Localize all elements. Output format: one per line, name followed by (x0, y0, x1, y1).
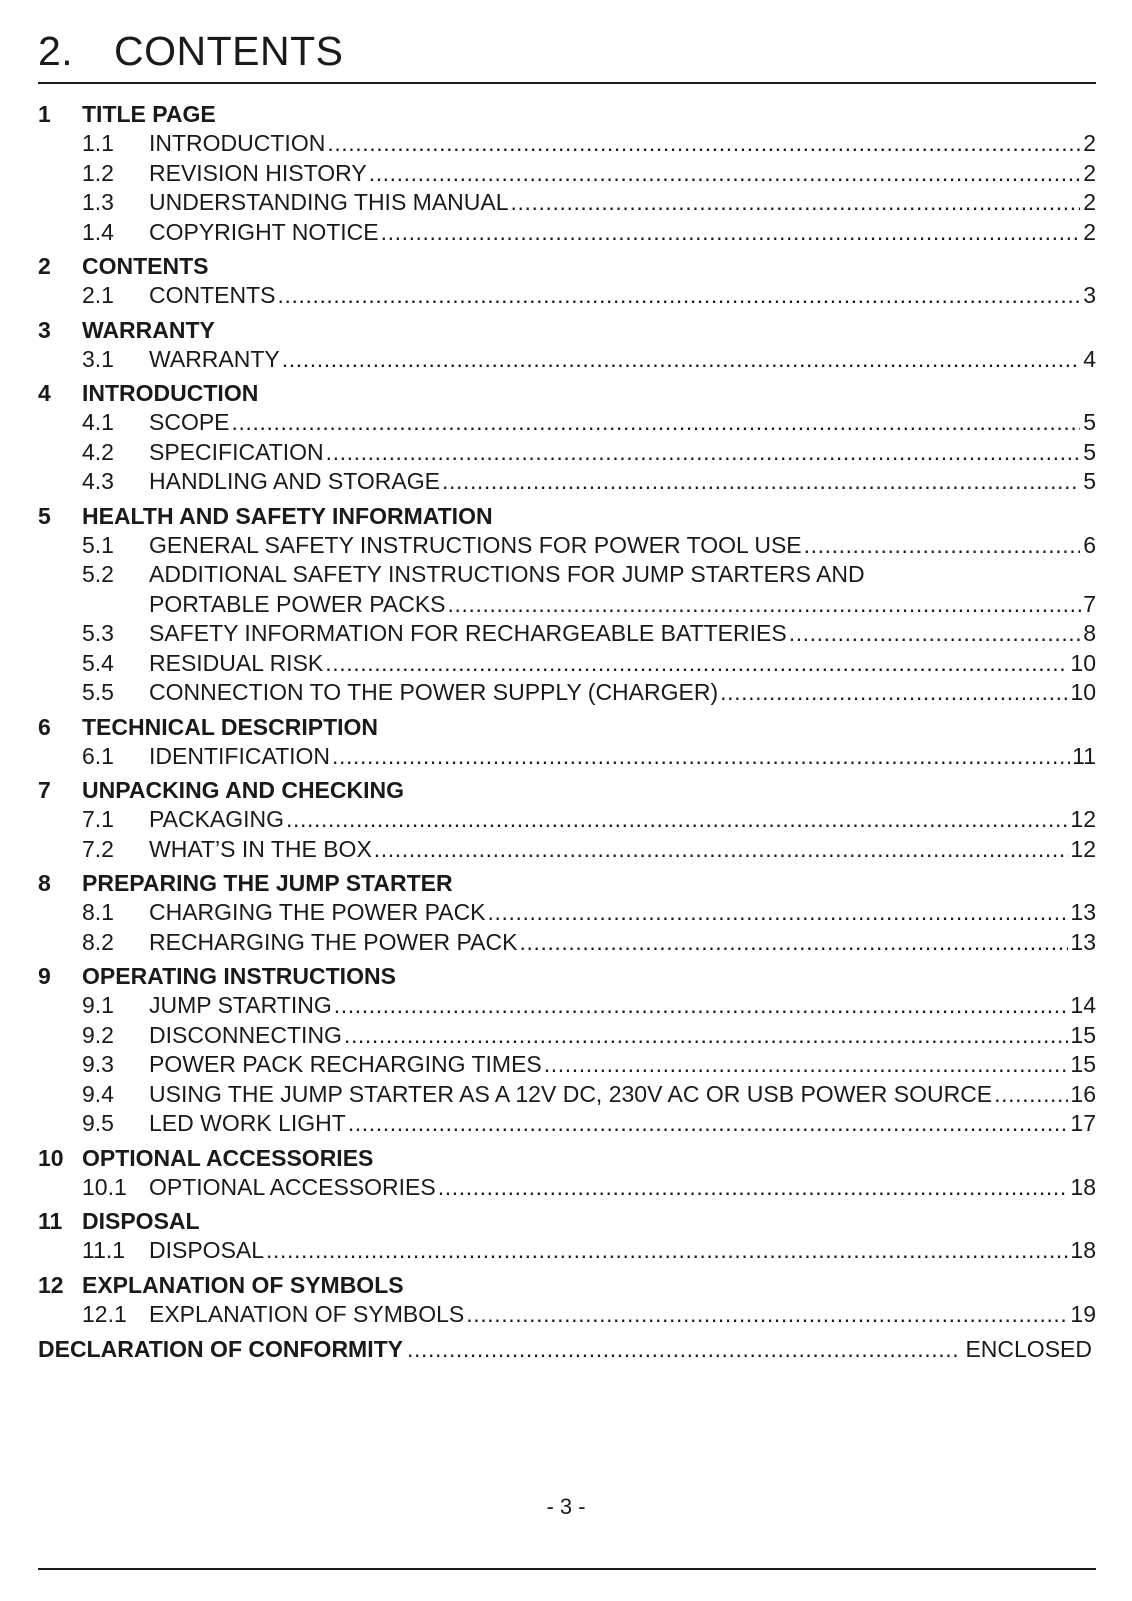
toc-entry[interactable] (38, 467, 1096, 497)
table-of-contents (38, 100, 1096, 1364)
entry-page-number: 12 (1070, 835, 1096, 862)
section-number: 3 (38, 316, 51, 343)
dot-leader (438, 1173, 1069, 1203)
page-title (38, 28, 344, 75)
toc-section (38, 316, 1096, 375)
toc-section-heading[interactable] (38, 100, 1096, 129)
entry-page-number: 4 (1083, 345, 1096, 372)
entry-page-number: 15 (1070, 1051, 1096, 1077)
entry-title: EXPLANATION OF SYMBOLS (149, 1300, 465, 1327)
entry-page-number: 19 (1070, 1300, 1096, 1327)
entry-page-number: 15 (1070, 1021, 1096, 1048)
dot-leader (327, 129, 1080, 159)
toc-section (38, 1271, 1096, 1330)
dot-leader (720, 678, 1068, 708)
toc-section-heading[interactable] (38, 252, 1096, 281)
toc-section-heading[interactable] (38, 776, 1096, 805)
toc-entry[interactable] (38, 560, 1096, 619)
toc-section (38, 1207, 1096, 1266)
section-number: 9 (38, 963, 51, 989)
page-number: - 3 - (546, 1494, 586, 1519)
page-title-text: CONTENTS (114, 28, 344, 74)
entry-page-number: 12 (1070, 806, 1096, 832)
entry-page-number: 3 (1083, 282, 1096, 308)
toc-section-heading[interactable] (38, 713, 1096, 742)
section-number: 12 (38, 1271, 64, 1298)
entry-page-number: 2 (1083, 159, 1096, 186)
section-number: 5 (38, 502, 51, 529)
entry-page-number: 8 (1083, 620, 1096, 646)
toc-section (38, 713, 1096, 772)
entry-page-number: 13 (1070, 928, 1096, 955)
dot-leader (466, 1300, 1068, 1330)
toc-section (38, 100, 1096, 247)
page-title-number: 2. (38, 28, 74, 74)
entry-number: 9.3 (82, 1051, 114, 1077)
entry-title: POWER PACK RECHARGING TIMES (149, 1051, 542, 1077)
toc-section (38, 252, 1096, 311)
entry-title: USING THE JUMP STARTER AS A 12V DC, 230V AC OR USB POWER SOURCE (149, 1080, 993, 1107)
entry-title: DISCONNECTING (149, 1021, 342, 1048)
entry-title: WHAT’S IN THE BOX (149, 835, 372, 862)
entry-page-number: 6 (1083, 531, 1096, 558)
entry-page-number: 5 (1083, 438, 1096, 465)
dot-leader (804, 531, 1080, 561)
entry-title: SCOPE (149, 409, 230, 435)
toc-section-heading[interactable] (38, 1207, 1096, 1236)
top-divider (38, 82, 1096, 84)
entry-number: 7.1 (82, 806, 114, 832)
toc-section (38, 869, 1096, 957)
entry-number: 4.1 (82, 409, 114, 435)
entry-number: 9.1 (82, 992, 114, 1018)
section-title: HEALTH AND SAFETY INFORMATION (82, 502, 493, 529)
toc-entry[interactable] (38, 1080, 1096, 1110)
entry-title: CONNECTION TO THE POWER SUPPLY (CHARGER) (149, 679, 719, 705)
dot-leader (789, 619, 1080, 649)
entry-title: LED WORK LIGHT (149, 1110, 346, 1136)
dot-leader (442, 467, 1080, 497)
section-title: WARRANTY (82, 316, 215, 343)
bottom-divider (38, 1568, 1096, 1570)
entry-page-number: 2 (1083, 218, 1096, 245)
section-title: UNPACKING AND CHECKING (82, 777, 404, 803)
entry-number: 9.5 (82, 1110, 114, 1136)
declaration-of-conformity-entry[interactable] (38, 1334, 1096, 1364)
entry-number: 5.3 (82, 620, 114, 646)
entry-number: 5.1 (82, 531, 114, 558)
toc-entry[interactable] (38, 1050, 1096, 1080)
dot-leader (325, 649, 1068, 679)
entry-title: RECHARGING THE POWER PACK (149, 928, 518, 955)
toc-entry[interactable] (38, 742, 1096, 772)
dot-leader (278, 281, 1081, 311)
entry-title: CONTENTS (149, 282, 276, 308)
entry-number: 6.1 (82, 742, 114, 769)
entry-number: 7.2 (82, 835, 114, 862)
section-title: TECHNICAL DESCRIPTION (82, 713, 379, 740)
section-title: OPERATING INSTRUCTIONS (82, 963, 396, 989)
entry-title: INTRODUCTION (149, 130, 326, 156)
entry-number: 12.1 (82, 1300, 127, 1327)
dot-leader (369, 159, 1080, 189)
dot-leader (232, 408, 1080, 438)
section-title: INTRODUCTION (82, 380, 259, 406)
section-number: 8 (38, 870, 51, 896)
dot-leader (544, 1050, 1069, 1080)
dot-leader (266, 1236, 1068, 1266)
toc-entry[interactable] (38, 928, 1096, 958)
entry-page-number: 2 (1083, 189, 1096, 215)
toc-entry[interactable] (38, 345, 1096, 375)
entry-page-number: 5 (1083, 409, 1096, 435)
entry-title: HANDLING AND STORAGE (149, 468, 440, 494)
toc-entry[interactable] (38, 835, 1096, 865)
toc-entry[interactable] (38, 991, 1096, 1021)
section-title: EXPLANATION OF SYMBOLS (82, 1271, 404, 1298)
section-title: DISPOSAL (82, 1208, 200, 1234)
dot-leader (994, 1080, 1068, 1110)
dot-leader (326, 438, 1080, 468)
entry-title: IDENTIFICATION (149, 742, 331, 769)
entry-number: 8.1 (82, 899, 114, 925)
entry-number: 2.1 (82, 282, 114, 308)
dot-leader (381, 218, 1080, 248)
entry-page-number: 11 (1072, 742, 1096, 769)
section-title: OPTIONAL ACCESSORIES (82, 1144, 374, 1171)
section-number: 4 (38, 380, 51, 406)
entry-title: REVISION HISTORY (149, 159, 367, 186)
dot-leader (286, 805, 1068, 835)
entry-number: 8.2 (82, 928, 114, 955)
dot-leader (448, 590, 1082, 620)
toc-section-heading[interactable] (38, 1271, 1096, 1300)
toc-entry[interactable] (38, 188, 1096, 218)
dot-leader (332, 742, 1070, 772)
entry-number: 4.3 (82, 468, 114, 494)
toc-entry[interactable] (38, 649, 1096, 679)
entry-title: GENERAL SAFETY INSTRUCTIONS FOR POWER TOOL USE (149, 531, 802, 558)
entry-page-number: 18 (1070, 1173, 1096, 1200)
dot-leader (519, 928, 1068, 958)
declaration-page: ENCLOSED (965, 1336, 1092, 1362)
entry-number: 9.4 (82, 1080, 114, 1107)
entry-number: 9.2 (82, 1021, 114, 1048)
toc-section-heading[interactable] (38, 1144, 1096, 1173)
entry-title: JUMP STARTING (149, 992, 332, 1018)
entry-title: CHARGING THE POWER PACK (149, 899, 486, 925)
section-number: 2 (38, 253, 51, 279)
entry-title: COPYRIGHT NOTICE (149, 218, 379, 245)
toc-section-heading[interactable] (38, 962, 1096, 991)
entry-title-continued: PORTABLE POWER PACKS (149, 590, 446, 617)
section-title: CONTENTS (82, 253, 209, 279)
dot-leader (374, 835, 1069, 865)
section-number: 6 (38, 713, 51, 740)
toc-section (38, 502, 1096, 708)
toc-entry[interactable] (38, 531, 1096, 561)
toc-entry[interactable] (38, 281, 1096, 311)
toc-section (38, 1144, 1096, 1203)
section-title: PREPARING THE JUMP STARTER (82, 870, 453, 896)
dot-leader (334, 991, 1069, 1021)
entry-page-number: 16 (1070, 1080, 1096, 1107)
entry-number: 1.3 (82, 189, 114, 215)
entry-title: RESIDUAL RISK (149, 649, 324, 676)
entry-number: 10.1 (82, 1173, 127, 1200)
toc-entry[interactable] (38, 438, 1096, 468)
toc-section (38, 379, 1096, 497)
section-number: 7 (38, 777, 51, 803)
toc-entry[interactable] (38, 898, 1096, 928)
toc-entry[interactable] (38, 129, 1096, 159)
entry-title: WARRANTY (149, 345, 280, 372)
entry-title: ADDITIONAL SAFETY INSTRUCTIONS FOR JUMP STARTERS AND (149, 561, 865, 587)
toc-entry[interactable] (38, 1300, 1096, 1330)
entry-page-number: 14 (1070, 992, 1096, 1018)
toc-entry[interactable] (38, 218, 1096, 248)
entry-page-number: 13 (1070, 899, 1096, 925)
toc-entry[interactable] (38, 1236, 1096, 1266)
toc-entry[interactable] (38, 159, 1096, 189)
section-number: 11 (38, 1208, 63, 1234)
entry-page-number: 2 (1083, 130, 1096, 156)
toc-section-heading[interactable] (38, 379, 1096, 408)
toc-section-heading[interactable] (38, 502, 1096, 531)
entry-title: PACKAGING (149, 806, 285, 832)
entry-number: 11.1 (82, 1237, 126, 1263)
dot-leader (488, 898, 1069, 928)
dot-leader (511, 188, 1080, 218)
section-title: TITLE PAGE (82, 101, 216, 127)
entry-number: 1.4 (82, 218, 114, 245)
toc-entry[interactable] (38, 1109, 1096, 1139)
entry-number: 5.4 (82, 649, 114, 676)
entry-page-number: 5 (1083, 468, 1096, 494)
toc-entry[interactable] (38, 1173, 1096, 1203)
entry-page-number: 18 (1070, 1237, 1096, 1263)
dot-leader (407, 1334, 961, 1364)
toc-entry[interactable] (38, 1021, 1096, 1051)
dot-leader (344, 1021, 1068, 1051)
entry-page-number: 7 (1083, 590, 1096, 617)
entry-title: OPTIONAL ACCESSORIES (149, 1173, 436, 1200)
section-number: 1 (38, 101, 51, 127)
entry-title: SPECIFICATION (149, 438, 324, 465)
dot-leader (282, 345, 1080, 375)
entry-title: SAFETY INFORMATION FOR RECHARGEABLE BATTERIES (149, 620, 787, 646)
entry-number: 4.2 (82, 438, 114, 465)
entry-page-number: 10 (1070, 649, 1096, 676)
entry-number: 5.5 (82, 679, 114, 705)
entry-number: 3.1 (82, 345, 114, 372)
toc-entry[interactable] (38, 678, 1096, 708)
toc-section-heading[interactable] (38, 869, 1096, 898)
section-number: 10 (38, 1144, 64, 1171)
toc-section-heading[interactable] (38, 316, 1096, 345)
toc-entry[interactable] (38, 408, 1096, 438)
toc-section (38, 776, 1096, 864)
entry-page-number: 10 (1070, 679, 1096, 705)
dot-leader (348, 1109, 1069, 1139)
toc-entry[interactable] (38, 619, 1096, 649)
entry-number: 1.1 (82, 130, 114, 156)
entry-page-number: 17 (1070, 1110, 1096, 1136)
entry-title: UNDERSTANDING THIS MANUAL (149, 189, 509, 215)
entry-title: DISPOSAL (149, 1237, 265, 1263)
toc-section (38, 962, 1096, 1139)
entry-number: 1.2 (82, 159, 114, 186)
toc-entry[interactable] (38, 805, 1096, 835)
declaration-title: DECLARATION OF CONFORMITY (38, 1336, 403, 1362)
entry-number: 5.2 (82, 561, 114, 587)
